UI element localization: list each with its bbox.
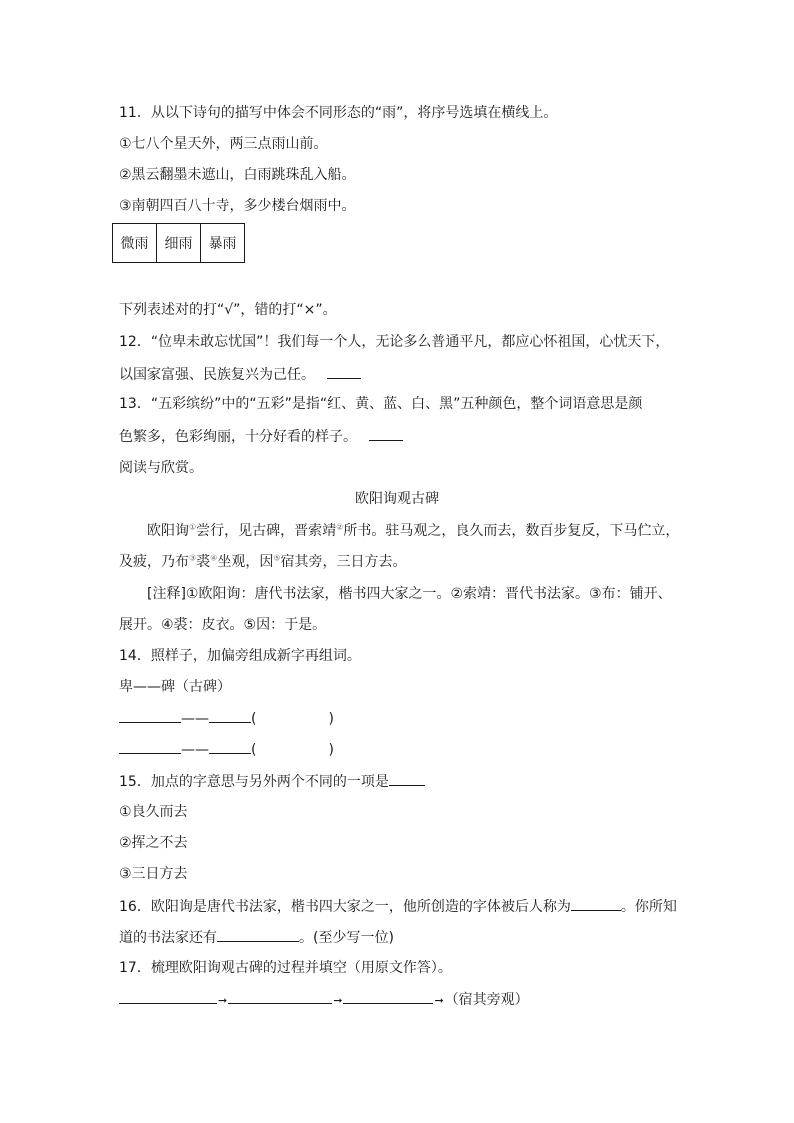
passage-text: 及疲，乃布	[119, 554, 189, 570]
q14-dash: ——	[181, 711, 209, 727]
q14-newchar-blank[interactable]	[209, 739, 251, 754]
passage-text: 裘	[196, 554, 211, 570]
q14-char-blank[interactable]	[119, 708, 181, 723]
q16-text: 。你所知	[620, 899, 677, 915]
q17-step-2-blank[interactable]	[228, 989, 332, 1004]
passage-text: 尝行，见古碑，晋索靖	[196, 523, 337, 539]
note-marker: ②	[336, 522, 344, 532]
q14-newchar-blank[interactable]	[209, 708, 251, 723]
judge-intro: 下列表述对的打“√”，错的打“×”。	[119, 302, 337, 318]
q17-step-3-blank[interactable]	[343, 989, 433, 1004]
passage-note-2: 展开。④裘：皮衣。⑤因：于是。	[119, 617, 327, 633]
q16-line-2	[119, 927, 394, 948]
q12-line-2	[119, 364, 361, 385]
note-marker: ④	[210, 553, 218, 563]
q17-end: （宿其旁观）	[444, 992, 529, 1008]
note-marker: ③	[189, 553, 197, 563]
option-cell: 微雨	[113, 224, 157, 263]
reading-heading: 阅读与欣赏。	[119, 460, 203, 476]
q14-rparen: )	[328, 711, 334, 727]
q17-flow	[119, 989, 529, 1011]
q14-stem: 14．照样子，加偏旁组成新字再组词。	[119, 648, 361, 664]
q13-line-1: 13．“五彩缤纷”中的“五彩”是指“红、黄、蓝、白、黑”五种颜色，整个词语意思是颜	[119, 396, 643, 412]
note-marker: ①	[189, 522, 197, 532]
option-cell: 细雨	[157, 224, 201, 263]
q13-answer-blank[interactable]	[369, 426, 403, 441]
arrow-right-icon: ➞	[333, 994, 343, 1007]
passage-text: 宿其旁，三日方去。	[280, 554, 407, 570]
q16-font-blank[interactable]	[571, 896, 621, 911]
passage-title: 欧阳询观古碑	[355, 491, 439, 507]
note-marker: ⑤	[273, 553, 281, 563]
passage-text: 欧阳询	[147, 523, 189, 539]
q16-text: 道的书法家还有	[119, 930, 217, 946]
option-cell: 暴雨	[201, 224, 245, 263]
q11-line-2: ②黑云翻墨未遮山，白雨跳珠乱入船。	[119, 167, 356, 183]
arrow-right-icon: ➞	[434, 994, 444, 1007]
q12-answer-blank[interactable]	[327, 364, 361, 379]
q14-char-blank[interactable]	[119, 739, 181, 754]
q16-calligrapher-blank[interactable]	[217, 927, 299, 942]
q17-stem: 17．梳理欧阳询观古碑的过程并填空（用原文作答）。	[119, 960, 452, 976]
arrow-right-icon: ➞	[218, 994, 228, 1007]
q12-text: 以国家富强、民族复兴为己任。	[119, 367, 315, 383]
q14-lparen: (	[251, 742, 257, 758]
q11-options-table	[112, 223, 245, 263]
q13-text: 色繁多，色彩绚丽，十分好看的样子。	[119, 429, 357, 445]
q15-option-1: ①良久而去	[119, 804, 188, 820]
q15-answer-blank[interactable]	[389, 771, 425, 786]
q11-line-3: ③南朝四百八十寺，多少楼台烟雨中。	[119, 198, 356, 214]
passage-text: 所书。驻马观之，良久而去，数百步复反，下马伫立，	[343, 523, 680, 539]
q14-row-2	[119, 739, 334, 760]
q14-example: 卑——碑（古碑）	[119, 679, 231, 695]
q16-text: 。(至少写一位)	[299, 930, 394, 946]
passage-line-1	[147, 521, 679, 541]
q13-line-2	[119, 426, 403, 447]
q11-stem: 11．从以下诗句的描写中体会不同形态的“雨”，将序号选填在横线上。	[119, 105, 558, 121]
passage-line-2	[119, 552, 407, 572]
q15-stem: 15．加点的字意思与另外两个不同的一项是	[119, 774, 389, 790]
q14-lparen: (	[251, 711, 257, 727]
q12-line-1: 12．“位卑未敢忘忧国”！我们每一个人，无论多么普通平凡，都应心怀祖国，心忧天下，	[119, 334, 670, 350]
q15-option-3: ③三日方去	[119, 866, 188, 882]
q14-row-1	[119, 708, 334, 729]
q17-step-1-blank[interactable]	[119, 989, 217, 1004]
passage-note-1: [注释]①欧阳询：唐代书法家，楷书四大家之一。②索靖：晋代书法家。③布：铺开、	[147, 586, 672, 602]
q14-rparen: )	[328, 742, 334, 758]
q15-stem-line	[119, 771, 425, 792]
q11-line-1: ①七八个星天外，两三点雨山前。	[119, 136, 328, 152]
q16-text: 16．欧阳询是唐代书法家，楷书四大家之一，他所创造的字体被后人称为	[119, 899, 571, 915]
q14-dash: ——	[181, 742, 209, 758]
passage-text: 坐观，因	[217, 554, 274, 570]
q16-line-1	[119, 896, 677, 917]
q15-option-2: ②挥之不去	[119, 835, 188, 851]
